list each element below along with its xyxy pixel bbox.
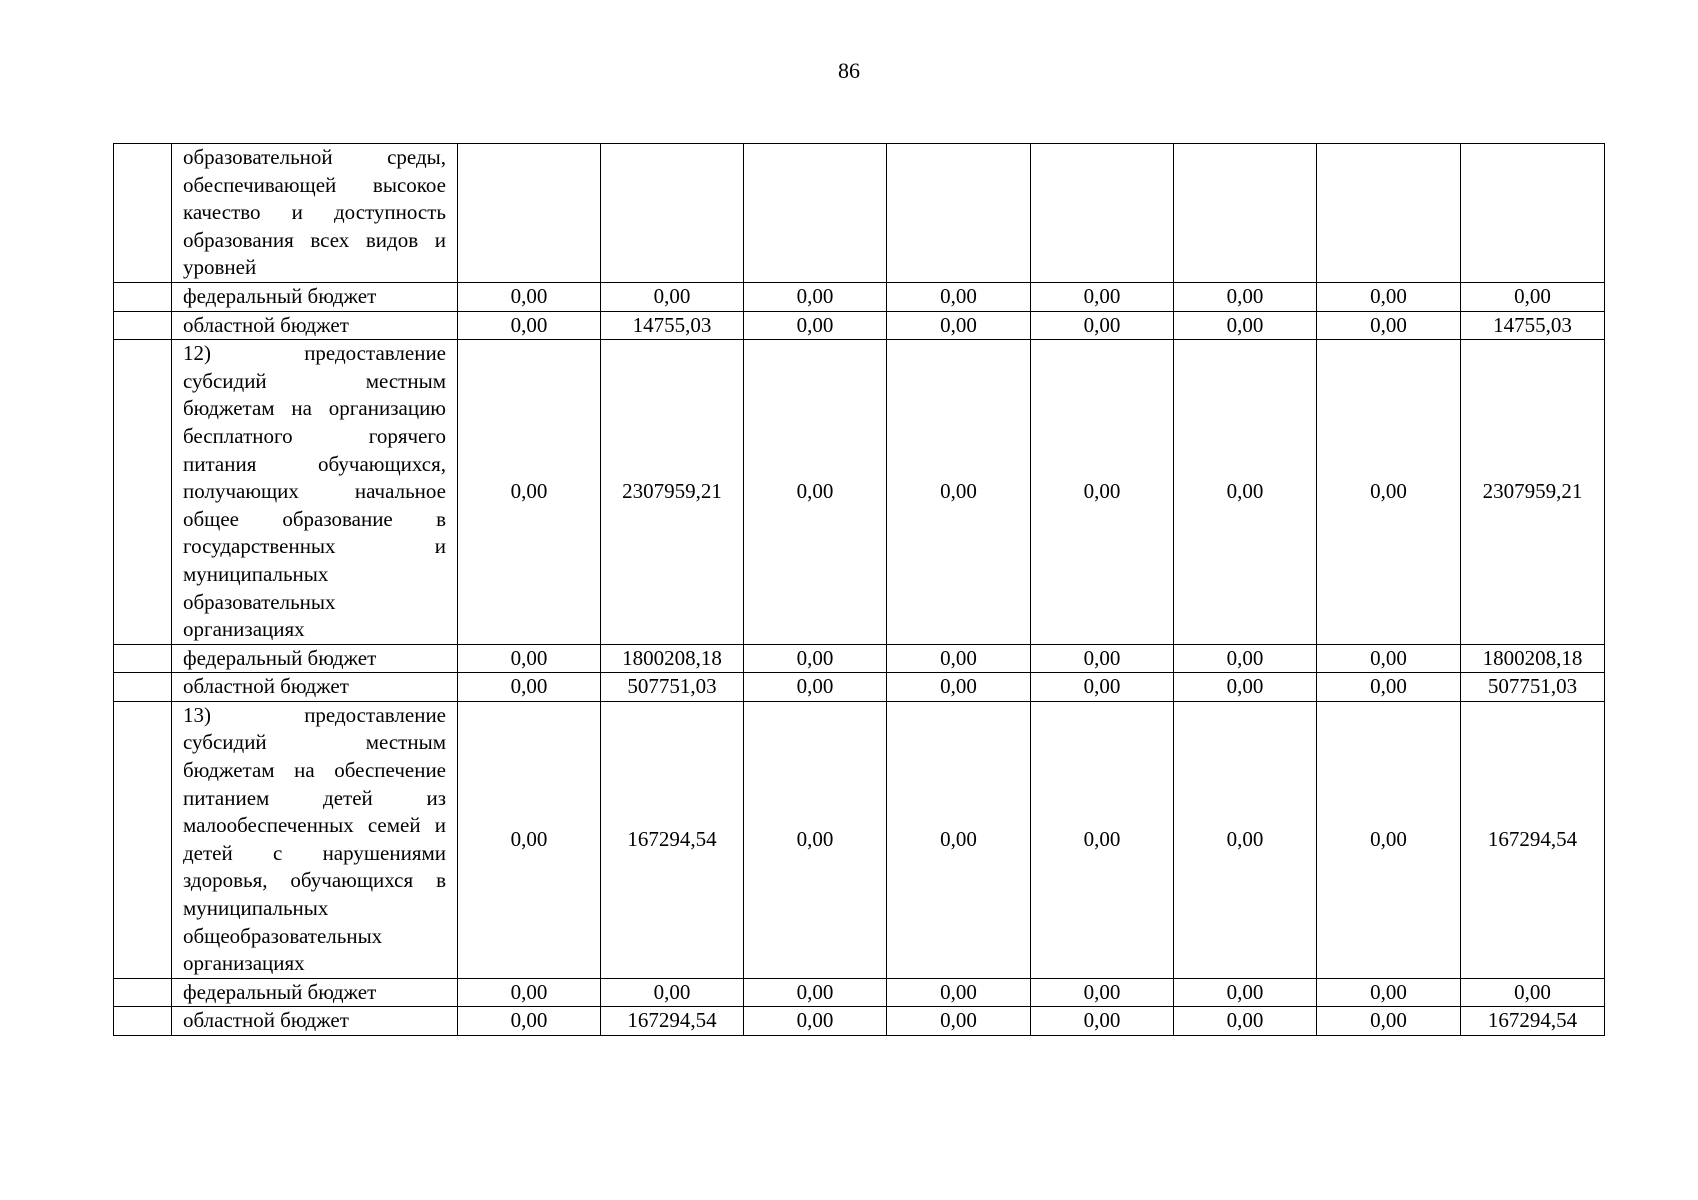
- table-row: [114, 673, 1605, 702]
- value-cell: 0,00: [1031, 311, 1174, 340]
- row-index-cell: [114, 1007, 172, 1036]
- value-cell: 0,00: [1031, 1007, 1174, 1036]
- value-cell: 507751,03: [601, 673, 744, 702]
- value-cell: [1461, 144, 1605, 283]
- value-cell: 0,00: [1317, 340, 1461, 645]
- value-cell: 0,00: [887, 701, 1031, 978]
- table-row: [114, 340, 1605, 645]
- row-index-cell: [114, 978, 172, 1007]
- value-cell: 0,00: [1031, 282, 1174, 311]
- value-cell: 0,00: [1031, 673, 1174, 702]
- value-cell: 0,00: [458, 644, 601, 673]
- row-name-cell: федеральный бюджет: [172, 978, 458, 1007]
- value-cell: 0,00: [887, 1007, 1031, 1036]
- value-cell: 0,00: [1317, 1007, 1461, 1036]
- value-cell: 0,00: [744, 701, 887, 978]
- table-row: [114, 144, 1605, 283]
- row-name-cell: областной бюджет: [172, 1007, 458, 1036]
- value-cell: 14755,03: [601, 311, 744, 340]
- value-cell: 0,00: [1317, 282, 1461, 311]
- table-row: [114, 282, 1605, 311]
- value-cell: 0,00: [744, 282, 887, 311]
- value-cell: 0,00: [744, 644, 887, 673]
- value-cell: 2307959,21: [601, 340, 744, 645]
- row-index-cell: [114, 701, 172, 978]
- value-cell: 0,00: [887, 282, 1031, 311]
- value-cell: 0,00: [744, 1007, 887, 1036]
- value-cell: 0,00: [458, 340, 601, 645]
- value-cell: [1031, 144, 1174, 283]
- value-cell: 1800208,18: [601, 644, 744, 673]
- row-name-cell: 13) предоставление субсидий местным бюджетам на обеспечение питанием детей из малообеспеченных семей и детей с нарушениями здоровья, обучающихся в муниципальных общеобразовательных организациях: [172, 701, 458, 978]
- row-index-cell: [114, 340, 172, 645]
- value-cell: 0,00: [1461, 282, 1605, 311]
- table-row: [114, 644, 1605, 673]
- row-index-cell: [114, 144, 172, 283]
- value-cell: 0,00: [887, 644, 1031, 673]
- value-cell: 0,00: [458, 1007, 601, 1036]
- value-cell: 0,00: [458, 701, 601, 978]
- value-cell: 0,00: [744, 340, 887, 645]
- value-cell: 0,00: [744, 673, 887, 702]
- row-name-cell: федеральный бюджет: [172, 282, 458, 311]
- value-cell: 0,00: [1174, 978, 1317, 1007]
- value-cell: 0,00: [458, 311, 601, 340]
- value-cell: 0,00: [1174, 1007, 1317, 1036]
- value-cell: 0,00: [744, 311, 887, 340]
- value-cell: 0,00: [1317, 673, 1461, 702]
- budget-table: [113, 143, 1605, 1036]
- row-name-cell: образовательной среды, обеспечивающей высокое качество и доступность образования всех видов и уровней: [172, 144, 458, 283]
- value-cell: [1174, 144, 1317, 283]
- value-cell: 0,00: [1174, 644, 1317, 673]
- row-index-cell: [114, 282, 172, 311]
- value-cell: 0,00: [1031, 340, 1174, 645]
- value-cell: 0,00: [1317, 311, 1461, 340]
- value-cell: 14755,03: [1461, 311, 1605, 340]
- value-cell: [744, 144, 887, 283]
- value-cell: [601, 144, 744, 283]
- value-cell: 167294,54: [601, 701, 744, 978]
- value-cell: 0,00: [1031, 978, 1174, 1007]
- value-cell: 0,00: [887, 673, 1031, 702]
- value-cell: 0,00: [1174, 673, 1317, 702]
- value-cell: 167294,54: [1461, 701, 1605, 978]
- value-cell: 0,00: [1174, 701, 1317, 978]
- value-cell: 0,00: [744, 978, 887, 1007]
- value-cell: [458, 144, 601, 283]
- value-cell: 0,00: [1031, 701, 1174, 978]
- value-cell: 0,00: [1174, 340, 1317, 645]
- row-index-cell: [114, 644, 172, 673]
- budget-table-body: [114, 144, 1605, 1036]
- value-cell: 0,00: [1174, 282, 1317, 311]
- value-cell: 167294,54: [1461, 1007, 1605, 1036]
- row-name-cell: федеральный бюджет: [172, 644, 458, 673]
- value-cell: 0,00: [1317, 644, 1461, 673]
- row-name-cell: 12) предоставление субсидий местным бюджетам на организацию бесплатного горячего питания обучающихся, получающих начальное общее образование в государственных и муниципальных образовательных организациях: [172, 340, 458, 645]
- value-cell: 167294,54: [601, 1007, 744, 1036]
- value-cell: 0,00: [1174, 311, 1317, 340]
- value-cell: 0,00: [458, 978, 601, 1007]
- value-cell: 0,00: [601, 282, 744, 311]
- value-cell: 0,00: [458, 282, 601, 311]
- value-cell: 0,00: [1317, 701, 1461, 978]
- value-cell: 1800208,18: [1461, 644, 1605, 673]
- row-name-cell: областной бюджет: [172, 673, 458, 702]
- table-row: [114, 978, 1605, 1007]
- value-cell: 0,00: [1031, 644, 1174, 673]
- row-index-cell: [114, 311, 172, 340]
- table-row: [114, 1007, 1605, 1036]
- row-index-cell: [114, 673, 172, 702]
- value-cell: 2307959,21: [1461, 340, 1605, 645]
- value-cell: [1317, 144, 1461, 283]
- value-cell: 507751,03: [1461, 673, 1605, 702]
- value-cell: 0,00: [887, 340, 1031, 645]
- page-number: 86: [838, 58, 860, 83]
- table-row: [114, 311, 1605, 340]
- value-cell: 0,00: [887, 311, 1031, 340]
- value-cell: 0,00: [887, 978, 1031, 1007]
- value-cell: 0,00: [1461, 978, 1605, 1007]
- table-row: [114, 701, 1605, 978]
- row-name-cell: областной бюджет: [172, 311, 458, 340]
- value-cell: 0,00: [458, 673, 601, 702]
- value-cell: 0,00: [1317, 978, 1461, 1007]
- value-cell: 0,00: [601, 978, 744, 1007]
- value-cell: [887, 144, 1031, 283]
